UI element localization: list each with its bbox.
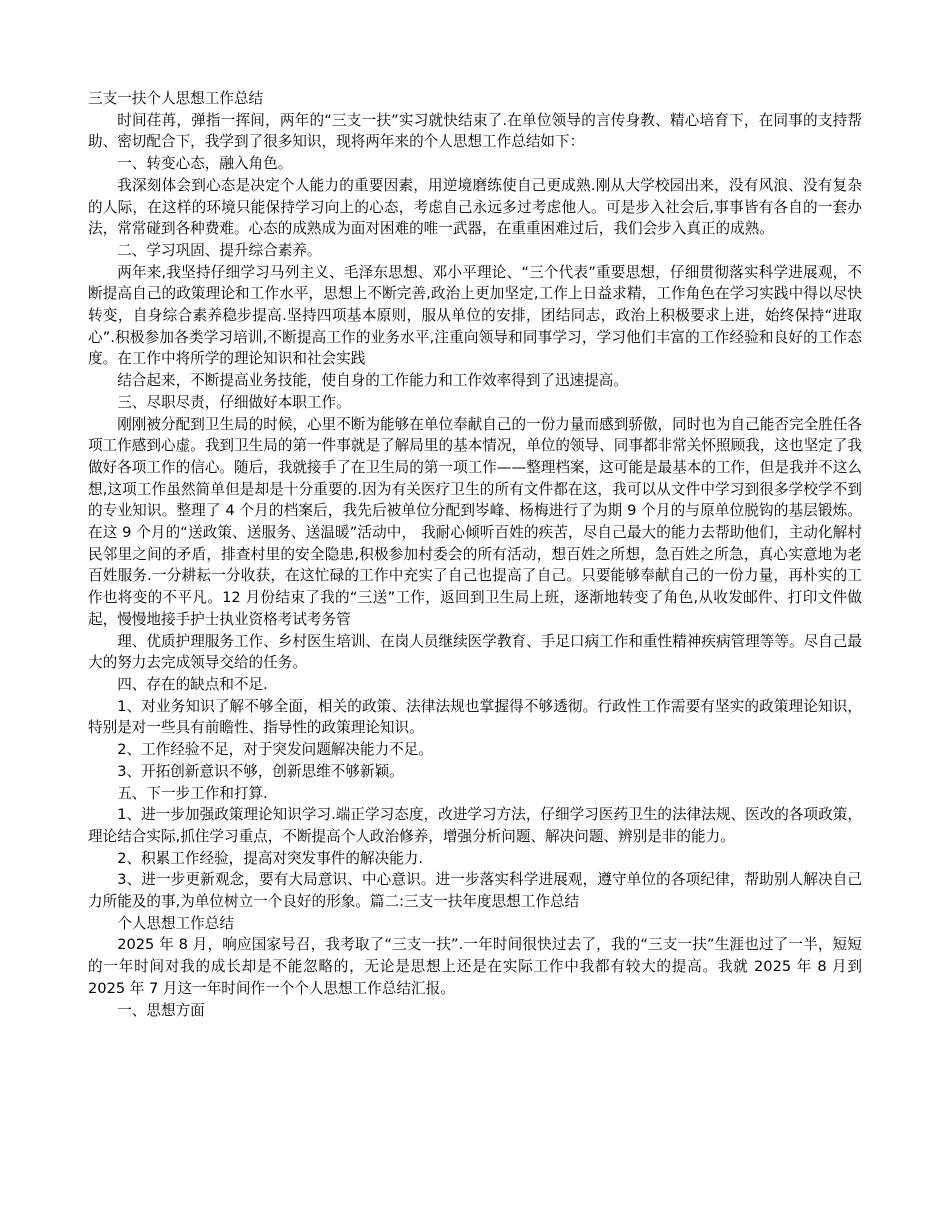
- list-item-plan-1: 1、进一步加强政策理论知识学习.端正学习态度，改进学习方法，仔细学习医药卫生的法律法规、医改的各项政策，理论结合实际,抓住学习重点，不断提高个人政治修养，增强分析问题、解决问题、辨别是非的能力。: [88, 806, 862, 845]
- section-heading-3: 三、尽职尽责，仔细做好本职工作。: [117, 393, 351, 411]
- paragraph-study-cont: 结合起来，不断提高业务技能，使自身的工作能力和工作效率得到了迅速提高。: [117, 372, 628, 390]
- paragraph-duties-cont: 理、优质护理服务工作、乡村医生培训、在岗人员继续医学教育、手足口病工作和重性精神疾病管理等等。尽自己最大的努力去完成领导交给的任务。: [88, 632, 862, 672]
- list-item-shortcoming-1: 1、对业务知识了解不够全面，相关的政策、法律法规也掌握得不够透彻。行政性工作需要有坚实的政策理论知识，特别是对一些具有前瞻性、指导性的政策理论知识。: [88, 697, 862, 737]
- paragraph-mindset: 我深刻体会到心态是决定个人能力的重要因素，用逆境磨练使自己更成熟.刚从大学校园出来，没有风浪、没有复杂的人际，在这样的环境只能保持学习向上的心态，考虑自己永远多过考虑他人。可是步入社会后,事事皆有各自的一套办法，常常碰到各种费难。心态的成熟成为面对困难的唯一武器，在重重困难过后，我们会步入真正的成熟。: [88, 176, 862, 238]
- list-item-shortcoming-2: 2、工作经验不足，对于突发问题解决能力不足。: [117, 741, 433, 759]
- section-heading-5: 五、下一步工作和打算.: [117, 784, 268, 802]
- list-item-shortcoming-3: 3、开拓创新意识不够，创新思维不够新颖。: [117, 762, 404, 780]
- paragraph-study: 两年来,我坚持仔细学习马列主义、毛泽东思想、邓小平理论、“三个代表”重要思想，仔细贯彻落实科学进展观，不断提高自己的政策理论和工作水平，思想上不断完善,政治上更加坚定,工作上日益求精，工作角色在学习实践中得以尽快转变，自身综合素养稳步提高.坚持四项基本原则，服从单位的安排，团结同志，政治上积极要求上进，始终保持“进取心”.积极参加各类学习培训,不断提高工作的业务水平,注重向领导和同事学习，学习他们丰富的工作经验和良好的工作态度。在工作中将所学的理论知识和社会实践: [88, 263, 862, 368]
- list-item-plan-2: 2、积累工作经验，提高对突发事件的解决能力.: [117, 849, 423, 867]
- paragraph-duties: 刚刚被分配到卫生局的时候，心里不断为能够在单位奉献自己的一份力量而感到骄傲，同时也为自己能否完全胜任各项工作感到心虚。我到卫生局的第一件事就是了解局里的基本情况，单位的领导、同事都非常关怀照顾我，这也坚定了我做好各项工作的信心。随后，我就接手了在卫生局的第一项工作——整理档案，这可能是最基本的工作，但是我并不这么想,这项工作虽然简单但是却是十分重要的.因为有关医疗卫生的所有文件都在这，我可以从文件中学习到很多学校学不到的专业知识。整理了 4 个月的档案后，我先后被单位分配到岑峰、杨梅进行了为期 9 个月的与原单位脱钩的基层锻炼。在这 9 个月的“送政策、送服务、送温暖”活动中， 我耐心倾听百姓的疾苦，尽自己最大的能力去帮助他们，主动化解村民邻里之间的矛盾，排查村里的安全隐患,积极参加村委会的所有活动，想百姓之所想，急百姓之所急，真心实意地为老百姓服务.一分耕耘一分收获，在这忙碌的工作中充实了自己也提高了自己。只要能够奉献自己的一份力量，再朴实的工作也将变的不平凡。12 月份结束了我的“三送”工作，返回到卫生局上班，逐渐地转变了角色,从收发邮件、打印文件做起，慢慢地接手护士执业资格考试考务管: [88, 415, 862, 628]
- list-item-plan-3: 3、进一步更新观念，要有大局意识、中心意识。进一步落实科学进展观，遵守单位的各项纪律，帮助别人解决自己力所能及的事,为单位树立一个良好的形象。篇二:三支一扶年度思想工作总结: [88, 871, 862, 911]
- paragraph-intro: 时间荏苒，弹指一挥间，两年的“三支一扶”实习就快结束了.在单位领导的言传身教、精心培育下，在同事的支持帮助、密切配合下，我学到了很多知识，现将两年来的个人思想工作总结如下：: [88, 111, 862, 151]
- section-heading-2: 二、学习巩固、提升综合素养。: [117, 241, 322, 259]
- document-title: 三支一扶个人思想工作总结: [88, 90, 264, 107]
- paragraph-year-summary: 2025 年 8 月，响应国家号召，我考取了“三支一扶”.一年时间很快过去了，我的“三支一扶”生涯也过了一半，短短的一年时间对我的成长却是不能忽略的，无论是思想上还是在实际工作中我都有较大的提高。我就 2025 年 8 月到 2025 年 7 月这一年时间作一个个人思想工作总结汇报。: [88, 936, 862, 997]
- section-heading-1: 一、转变心态，融入角色。: [117, 155, 293, 173]
- document-body: [88, 88, 862, 1021]
- subtitle-personal-summary: 个人思想工作总结: [117, 914, 234, 932]
- section-heading-thought: 一、思想方面: [117, 1001, 205, 1019]
- section-heading-4: 四、存在的缺点和不足.: [117, 675, 268, 693]
